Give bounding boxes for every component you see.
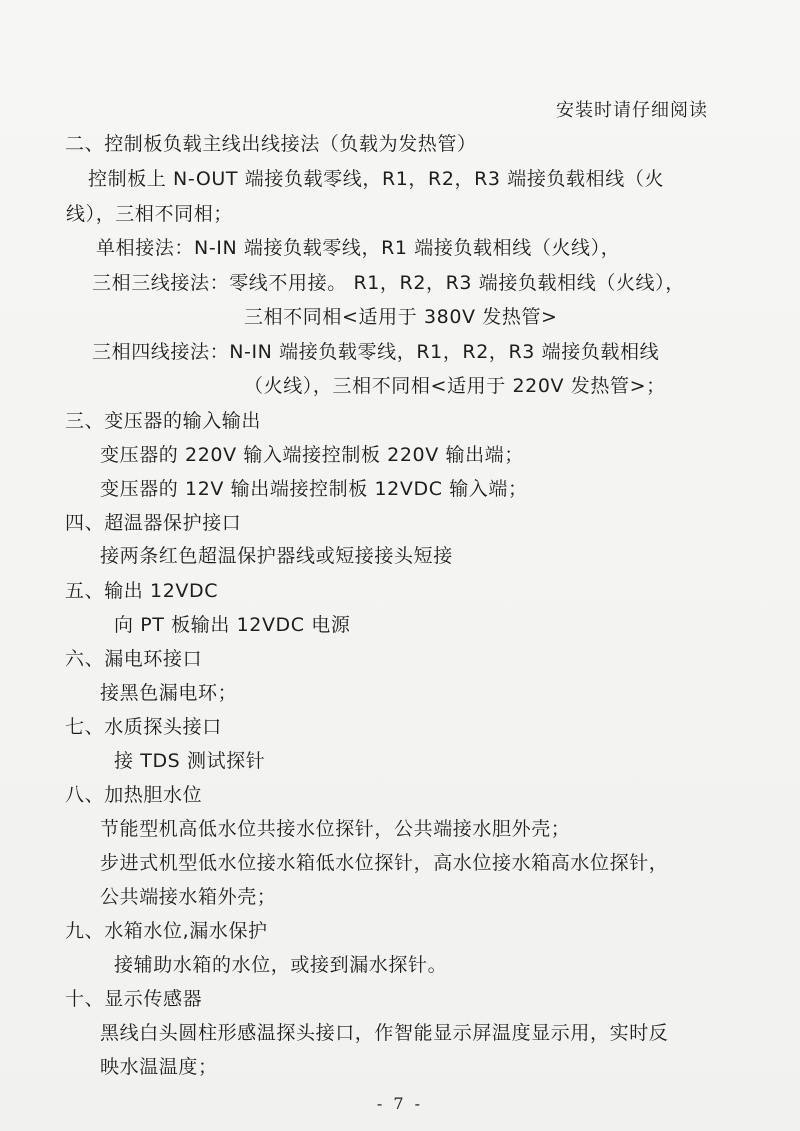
- header-note: 安装时请仔细阅读: [556, 100, 708, 121]
- section-heading-3: 三、变压器的输入输出: [65, 410, 262, 432]
- section-heading-7: 七、水质探头接口: [65, 716, 222, 738]
- section-heading-4: 四、超温器保护接口: [65, 512, 242, 534]
- body-line: 映水温温度；: [100, 1056, 218, 1078]
- body-line: （火线），三相不同相<适用于 220V 发热管>；: [244, 375, 666, 397]
- body-line: 三相四线接法：N-IN 端接负载零线，R1，R2，R3 端接负载相线: [92, 341, 660, 363]
- page-number: - 7 -: [376, 1094, 424, 1113]
- body-line: 单相接法：N-IN 端接负载零线，R1 端接负载相线（火线），: [96, 237, 621, 259]
- body-line: 公共端接水箱外壳；: [100, 886, 277, 908]
- body-line: 三相不同相<适用于 380V 发热管>: [244, 306, 558, 328]
- section-heading-8: 八、加热胆水位: [65, 784, 203, 806]
- body-line: 线），三相不同相；: [66, 203, 233, 225]
- body-line: 接黑色漏电环；: [100, 682, 238, 704]
- section-heading-9: 九、水箱水位,漏水保护: [65, 920, 268, 942]
- body-line: 接 TDS 测试探针: [114, 750, 266, 772]
- body-line: 接两条红色超温保护器线或短接接头短接: [100, 545, 453, 567]
- section-heading-6: 六、漏电环接口: [65, 648, 203, 670]
- body-line: 接辅助水箱的水位，或接到漏水探针。: [114, 954, 448, 976]
- body-line: 三相三线接法：零线不用接。 R1，R2，R3 端接负载相线（火线），: [92, 272, 685, 294]
- section-heading-10: 十、显示传感器: [65, 988, 203, 1010]
- section-heading-5: 五、输出 12VDC: [65, 580, 219, 602]
- body-line: 变压器的 12V 输出端接控制板 12VDC 输入端；: [100, 478, 528, 500]
- body-line: 黑线白头圆柱形感温探头接口，作智能显示屏温度显示用，实时反: [100, 1022, 669, 1044]
- section-heading-2: 二、控制板负载主线出线接法（负载为发热管）: [65, 133, 477, 155]
- body-line: 步进式机型低水位接水箱低水位探针，高水位接水箱高水位探针，: [100, 852, 669, 874]
- body-line: 向 PT 板输出 12VDC 电源: [114, 614, 351, 636]
- body-line: 变压器的 220V 输入端接控制板 220V 输出端；: [100, 444, 524, 466]
- body-line: 节能型机高低水位共接水位探针，公共端接水胆外壳；: [100, 818, 571, 840]
- body-line: 控制板上 N-OUT 端接负载零线，R1，R2，R3 端接负载相线（火: [88, 168, 665, 190]
